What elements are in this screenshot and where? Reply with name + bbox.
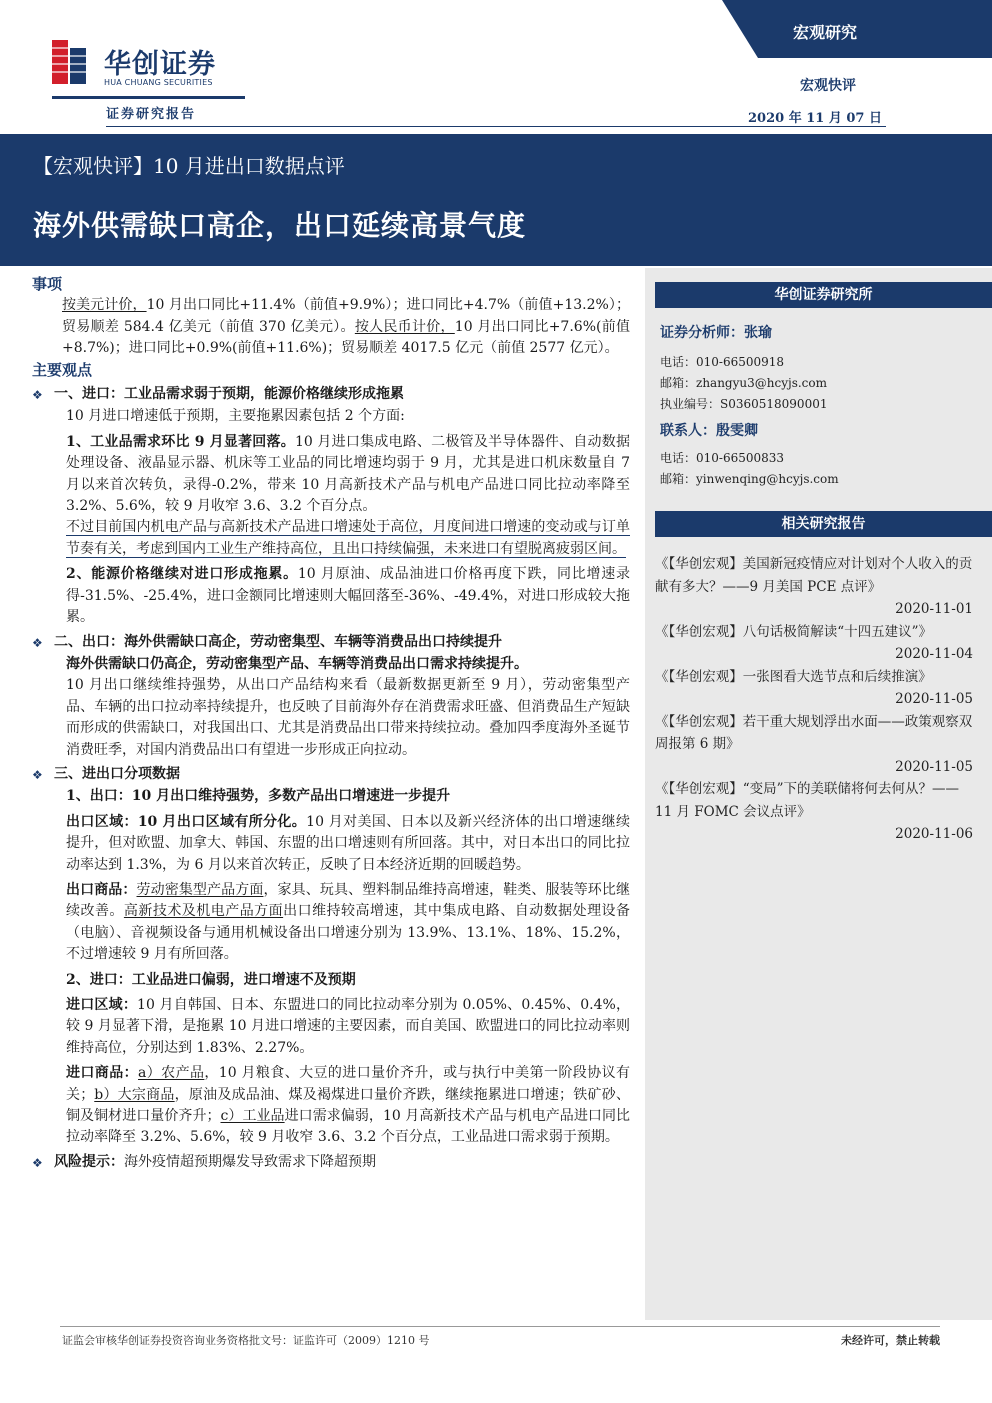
related-report-date: 2020-11-01 xyxy=(895,601,973,617)
section-2-text: 10 月出口继续维持强势，从出口产品结构来看（最新数据更新至 9 月），劳动密集型产品、车辆的出口拉动率持续提升，也反映了目前海外存在消费需求旺盛、但消费品生产短缺而形成的供需缺口，对我国出口、尤其是消费品出口带来持续拉动。叠加四季度海外圣诞节消费旺季，对国内消费品出口有望进一步形成正向拉动。 xyxy=(66,677,630,758)
related-report-item[interactable] xyxy=(655,666,973,711)
section-3-heading-row xyxy=(32,764,630,786)
contact-phone: 电话：010-66500833 xyxy=(660,451,785,465)
labor-intensive-label: 劳动密集型产品方面 xyxy=(136,881,264,898)
related-report-date: 2020-11-05 xyxy=(895,691,973,707)
footer-license: 证监会审核华创证券投资咨询业务资格批文号：证监许可（2009）1210 号 xyxy=(62,1334,430,1347)
diamond-bullet-icon: ❖ xyxy=(32,767,43,782)
sidebar-institute-header: 华创证券研究所 xyxy=(655,282,992,308)
report-subtitle: 【宏观快评】10 月进出口数据点评 xyxy=(33,154,345,178)
related-report-item[interactable] xyxy=(655,553,973,621)
views-heading: 主要观点 xyxy=(32,360,93,379)
related-report-title[interactable]: 《【华创宏观】八句话极简解读“十四五建议”》 xyxy=(655,623,933,640)
analyst-phone: 电话：010-66500918 xyxy=(660,355,785,369)
company-logo-english: HUA CHUANG SECURITIES xyxy=(104,78,213,87)
outlook-highlight: 不过目前国内机电产品与高新技术产品进口增速处于高位，月度间进口增速的变动或与订单节奏有关，考虑到国内工业生产维持高位，且出口持续偏强，未来进口有望脱离疲弱区间。 xyxy=(66,519,630,557)
section-2-heading-row xyxy=(32,632,630,654)
labor-intensive-text: ，家具、玩具、塑料制品维持高增速，鞋类、服装等环比继续改善。 xyxy=(66,881,631,920)
point-1-text: 10 月进口集成电路、二极管及半导体器件、自动数据处理设备、液晶显示器、机床等工业品的同比增速均弱于 9 月，尤其是进口机床数量自 7 月以来首次转负，录得-0.2%，带来 10 月高新技术产品与机电产品进口同比拉动率降至 3.2%、5.6%，较 9 月收窄 3.6、3.2 个百分点。 xyxy=(66,433,630,515)
section-1-point-1 xyxy=(32,432,630,518)
import-subheading: 2、进口：工业品进口偏弱，进口增速不及预期 xyxy=(66,971,356,988)
diamond-bullet-icon: ❖ xyxy=(32,1155,43,1170)
section-1-point-2 xyxy=(32,564,630,628)
event-heading: 事项 xyxy=(32,275,63,293)
import-goods-label: 进口商品： xyxy=(66,1065,139,1082)
hightech-label: 高新技术及机电产品方面 xyxy=(123,903,284,920)
report-type: 宏观快评 xyxy=(800,78,856,94)
report-series-label: 证券研究报告 xyxy=(106,107,197,122)
section-3-heading: 三、进出口分项数据 xyxy=(54,765,180,782)
logo-underline xyxy=(52,96,245,99)
agri-label: a）农产品 xyxy=(138,1065,205,1082)
contact-name: 联系人：殷雯卿 xyxy=(660,423,758,439)
analyst-name: 证券分析师：张瑜 xyxy=(660,325,772,341)
usd-figures: 10 月出口同比+11.4%（前值+9.9%）；进口同比+4.7%（前值+13.2%）；贸易顺差 584.4 亿美元（前值 370 亿美元）。 xyxy=(62,297,630,335)
footer-divider xyxy=(60,1326,940,1327)
diamond-bullet-icon: ❖ xyxy=(32,635,43,650)
risk-label: 风险提示： xyxy=(54,1153,124,1170)
industrial-label: c）工业品 xyxy=(220,1108,285,1125)
export-goods-label: 出口商品： xyxy=(66,881,137,898)
section-1-heading-row xyxy=(32,384,630,406)
import-region-label: 进口区域： xyxy=(66,997,138,1013)
risk-text: 海外疫情超预期爆发导致需求下降超预期 xyxy=(124,1153,376,1170)
section-1-heading: 一、进口：工业品需求弱于预期，能源价格继续形成拖累 xyxy=(54,386,404,403)
export-region-paragraph xyxy=(32,812,630,876)
point-2-text: 10 月原油、成品油进口价格再度下跌，同比增速录得-31.5%、-25.4%，进口金额同比增速则大幅回落至-36%、-49.4%，对进口形成较大拖累。 xyxy=(66,566,630,626)
section-2-lead: 海外供需缺口仍高企，劳动密集型产品、车辆等消费品出口需求持续提升。 xyxy=(66,655,528,672)
header-divider xyxy=(106,126,886,127)
usd-basis-label: 按美元计价， xyxy=(62,297,147,314)
commodity-text: ，原油及成品油、煤及褐煤进口量价齐跌，继续拖累进口增速；铁矿砂、铜及铜材进口量价齐升； xyxy=(66,1086,631,1125)
commodity-label: b）大宗商品 xyxy=(94,1086,175,1103)
related-report-item[interactable] xyxy=(655,621,973,666)
export-region-text: 10 月对美国、日本以及新兴经济体的出口增速继续提升，但对欧盟、加拿大、韩国、东盟的出口增速则有所回落。其中，对日本出口的同比拉动率达到 1.3%，为 6 月以来首次转正，反映了日本经济近期的回暖趋势。 xyxy=(66,813,631,873)
analyst-license: 执业编号：S0360518090001 xyxy=(660,397,828,411)
contact-email[interactable]: 邮箱：yinwenqing@hcyjs.com xyxy=(660,472,839,486)
related-report-title[interactable]: 《【华创宏观】“变局”下的美联储将何去何从？——11 月 FOMC 会议点评》 xyxy=(655,781,960,820)
related-report-date: 2020-11-05 xyxy=(895,758,973,775)
report-date: 2020 年 11 月 07 日 xyxy=(748,111,882,126)
main-content xyxy=(32,274,630,1174)
export-goods-paragraph xyxy=(32,880,630,966)
related-report-list xyxy=(655,553,973,846)
rmb-figures: 10 月出口同比+7.6%(前值+8.7%)；进口同比+0.9%(前值+11.6%)；贸易顺差 4017.5 亿元（前值 2577 亿元）。 xyxy=(62,318,631,357)
export-subheading: 1、出口：10 月出口维持强势，多数产品出口增速进一步提升 xyxy=(66,788,451,805)
related-reports-header: 相关研究报告 xyxy=(655,511,992,537)
point-1-lead: 1、工业品需求环比 9 月显著回落。 xyxy=(66,433,295,450)
analyst-email[interactable]: 邮箱：zhangyu3@hcyjs.com xyxy=(660,376,828,390)
report-title: 海外供需缺口高企，出口延续高景气度 xyxy=(33,209,527,242)
event-paragraph xyxy=(32,295,630,359)
risk-row xyxy=(32,1152,630,1174)
export-region-label: 出口区域： xyxy=(66,813,138,830)
related-report-item[interactable] xyxy=(655,778,973,846)
export-region-lead: 10 月出口区域有所分化。 xyxy=(137,813,307,830)
related-report-item[interactable] xyxy=(655,711,973,779)
section-2-heading: 二、出口：海外供需缺口高企，劳动密集型、车辆等消费品出口持续提升 xyxy=(54,633,502,650)
industrial-text: 进口需求偏弱，10 月高新技术产品与机电产品进口同比拉动率降至 3.2%、5.6%，较 9 月收窄 3.6、3.2 个百分点，工业品进口需求弱于预期。 xyxy=(66,1108,631,1146)
import-goods-paragraph xyxy=(32,1063,630,1149)
import-region-text: 10 月自韩国、日本、东盟进口的同比拉动率分别为 0.05%、0.45%、0.4%，较 9 月显著下滑，是拖累 10 月进口增速的主要因素，而自美国、欧盟进口的同比拉动率则维持高位，分别达到 1.83%、2.27%。 xyxy=(66,997,631,1056)
related-report-title[interactable]: 《【华创宏观】若干重大规划浮出水面——政策观察双周报第 6 期》 xyxy=(655,713,973,752)
agri-text: ，10 月粮食、大豆的进口量价齐升，或与执行中美第一阶段协议有关； xyxy=(66,1065,630,1103)
related-report-date: 2020-11-04 xyxy=(895,646,973,662)
point-2-lead: 2、能源价格继续对进口形成拖累。 xyxy=(66,566,298,583)
import-region-paragraph xyxy=(32,995,630,1059)
hightech-text: 出口维持较高增速，其中集成电路、自动数据处理设备（电脑）、音视频设备与通用机械设备出口增速分别为 13.9%、13.1%、18%、15.2%，不过增速较 9 月有所回落。 xyxy=(66,903,631,963)
company-logo-text: 华创证券 xyxy=(104,49,216,80)
footer-copyright: 未经许可，禁止转载 xyxy=(841,1334,940,1347)
related-report-date: 2020-11-06 xyxy=(895,826,973,842)
section-1-intro: 10 月进口增速低于预期，主要拖累因素包括 2 个方面: xyxy=(66,408,405,425)
related-report-title[interactable]: 《【华创宏观】一张图看大选节点和后续推演》 xyxy=(655,668,932,685)
rmb-basis-label: 按人民币计价， xyxy=(354,318,455,335)
diamond-bullet-icon: ❖ xyxy=(32,388,43,403)
company-logo-mark xyxy=(52,40,96,84)
section-1-outlook xyxy=(32,517,630,560)
category-tag: 宏观研究 xyxy=(792,23,857,42)
related-report-title[interactable]: 《【华创宏观】美国新冠疫情应对计划对个人收入的贡献有多大？——9 月美国 PCE 点评》 xyxy=(655,556,973,595)
